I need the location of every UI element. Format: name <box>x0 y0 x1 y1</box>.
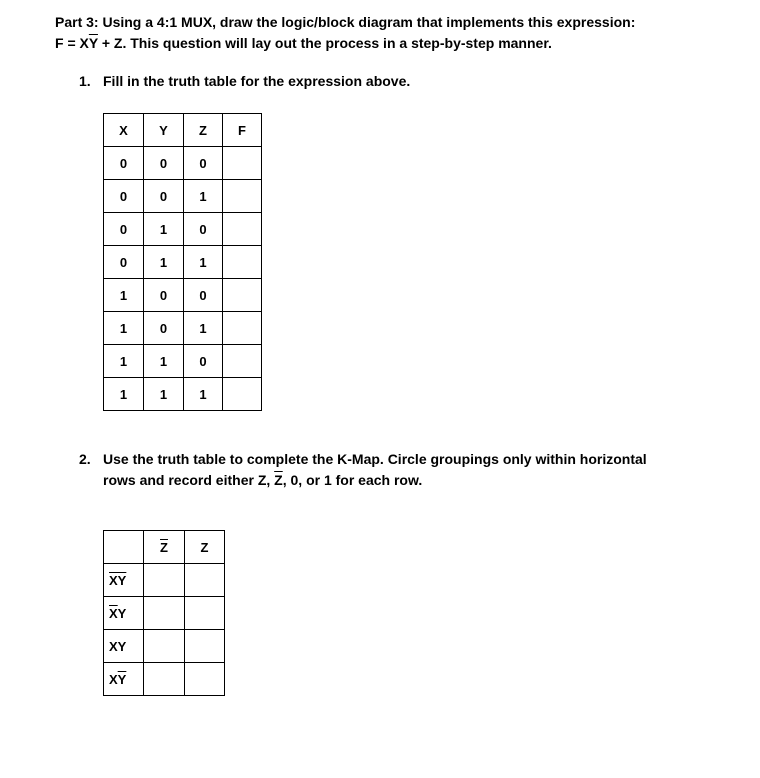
truth-table-cell-x: 0 <box>104 213 144 246</box>
k-map-row <box>104 663 225 696</box>
question-1-text: Fill in the truth table for the expression above. <box>103 73 411 89</box>
truth-table-cell-z: 0 <box>184 213 223 246</box>
question-2-number: 2. <box>79 451 91 467</box>
k-map-header-z-bar <box>144 531 185 564</box>
question-2-line-2 <box>79 470 647 491</box>
k-map-row-label-bar: $\overline{XY}$ <box>109 572 127 588</box>
header-line-2 <box>55 33 635 54</box>
question-2-line-1 <box>79 449 647 470</box>
truth-table-cell-y: 0 <box>144 312 184 345</box>
truth-table-cell-z: 1 <box>184 180 223 213</box>
truth-table-header-z: Z <box>184 114 223 147</box>
k-map-cell[interactable] <box>185 663 225 696</box>
truth-table-cell-z: 1 <box>184 378 223 411</box>
k-map-row-label <box>104 630 144 663</box>
k-map-header-row <box>104 531 225 564</box>
k-map-row-label-text: XY <box>109 638 127 654</box>
question-2-z-bar: $\overline{Z}$ <box>274 472 283 488</box>
k-map-row-label-bar: $\overline{X}$ <box>109 605 118 621</box>
truth-table-cell-y: 0 <box>144 279 184 312</box>
k-map-row-label-text: Y <box>117 605 127 621</box>
truth-table-cell-y: 1 <box>144 213 184 246</box>
k-map-row <box>104 630 225 663</box>
k-map-cell[interactable] <box>185 630 225 663</box>
truth-table-row <box>104 147 262 180</box>
truth-table-cell-f[interactable] <box>223 279 262 312</box>
truth-table-row <box>104 279 262 312</box>
truth-table-cell-f[interactable] <box>223 147 262 180</box>
truth-table-cell-z: 0 <box>184 279 223 312</box>
problem-header <box>55 12 635 54</box>
truth-table <box>103 113 262 411</box>
truth-table-row <box>104 180 262 213</box>
truth-table-header-x: X <box>104 114 144 147</box>
truth-table-cell-z: 0 <box>184 345 223 378</box>
k-map-header-z <box>185 531 225 564</box>
truth-table-cell-x: 0 <box>104 180 144 213</box>
truth-table-row <box>104 378 262 411</box>
truth-table-cell-y: 0 <box>144 147 184 180</box>
truth-table-cell-f[interactable] <box>223 345 262 378</box>
truth-table-cell-f[interactable] <box>223 213 262 246</box>
truth-table-cell-f[interactable] <box>223 180 262 213</box>
k-map <box>103 530 225 696</box>
truth-table-cell-y: 0 <box>144 180 184 213</box>
header-expression-y-bar: $\overline{Y}$ <box>88 35 98 51</box>
k-map-row-label <box>104 663 144 696</box>
truth-table-cell-f[interactable] <box>223 378 262 411</box>
k-map-header-z-bar-text: $\overline{Z}$ <box>160 539 168 555</box>
truth-table-cell-x: 0 <box>104 147 144 180</box>
question-2 <box>79 449 647 491</box>
truth-table-row <box>104 312 262 345</box>
truth-table-cell-x: 1 <box>104 378 144 411</box>
header-expression-suffix: + Z. This question will lay out the process in a step-by-step manner. <box>97 35 552 51</box>
truth-table-cell-x: 1 <box>104 312 144 345</box>
truth-table-cell-f[interactable] <box>223 312 262 345</box>
header-expression-prefix: F = X <box>55 35 89 51</box>
truth-table-cell-z: 1 <box>184 246 223 279</box>
truth-table-row <box>104 213 262 246</box>
k-map-row <box>104 564 225 597</box>
truth-table-cell-z: 0 <box>184 147 223 180</box>
question-2-text-suffix: , 0, or 1 for each row. <box>282 472 423 488</box>
k-map-row-label-bar: $\overline{Y}$ <box>117 671 127 687</box>
k-map-header-z-text: Z <box>200 539 209 555</box>
truth-table-cell-x: 1 <box>104 345 144 378</box>
question-1 <box>79 71 410 92</box>
k-map-cell[interactable] <box>185 597 225 630</box>
k-map-row <box>104 597 225 630</box>
k-map-cell[interactable] <box>144 564 185 597</box>
truth-table-row <box>104 246 262 279</box>
truth-table-cell-f[interactable] <box>223 246 262 279</box>
truth-table-cell-y: 1 <box>144 378 184 411</box>
question-1-number: 1. <box>79 73 91 89</box>
truth-table-cell-y: 1 <box>144 345 184 378</box>
truth-table-cell-x: 1 <box>104 279 144 312</box>
truth-table-cell-z: 1 <box>184 312 223 345</box>
question-2-text-prefix: rows and record either Z, <box>103 472 275 488</box>
truth-table-cell-x: 0 <box>104 246 144 279</box>
k-map-corner-cell <box>104 531 144 564</box>
k-map-cell[interactable] <box>144 597 185 630</box>
truth-table-header-row <box>104 114 262 147</box>
k-map-cell[interactable] <box>144 630 185 663</box>
question-2-text-line-1: Use the truth table to complete the K-Map. Circle groupings only within horizontal <box>103 451 647 467</box>
k-map-row-label <box>104 564 144 597</box>
truth-table-header-f: F <box>223 114 262 147</box>
truth-table-row <box>104 345 262 378</box>
k-map-cell[interactable] <box>144 663 185 696</box>
k-map-row-label-text: X <box>109 671 118 687</box>
header-line-1: Part 3: Using a 4:1 MUX, draw the logic/block diagram that implements this expression: <box>55 14 636 30</box>
k-map-cell[interactable] <box>185 564 225 597</box>
truth-table-cell-y: 1 <box>144 246 184 279</box>
k-map-row-label <box>104 597 144 630</box>
truth-table-header-y: Y <box>144 114 184 147</box>
